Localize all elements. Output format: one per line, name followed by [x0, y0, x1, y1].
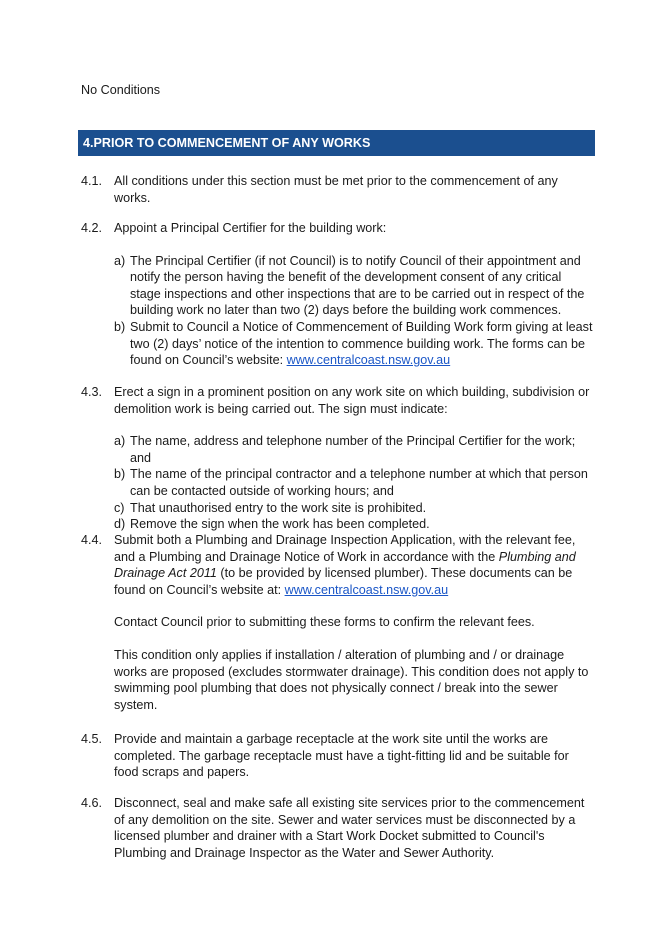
sub-item-c — [114, 500, 593, 517]
condition-note-applicability: This condition only applies if installation / alteration of plumbing and / or drainage works are proposed (excludes stormwater drainage). This condition does not apply to swimming pool plumbing that does not physically connect / break into the sewer system. — [114, 647, 589, 712]
sub-item-a — [114, 253, 593, 319]
intro-text: No Conditions — [81, 83, 161, 97]
sub-item-a — [114, 433, 593, 466]
condition-text — [114, 532, 593, 598]
sub-item-text: Submit to Council a Notice of Commencement of Building Work form giving at least two (2) days’ notice of the intention to commence building work. The forms can be found on Council’s website: — [130, 319, 593, 368]
condition-4-4 — [81, 532, 593, 713]
condition-4-2 — [81, 220, 593, 369]
condition-text-part: Submit both a Plumbing and Drainage Inspection Application, with the relevant fee, and a Plumbing and Drainage Notice of Work in accordance with the — [114, 533, 576, 564]
sub-item-text: That unauthorised entry to the work site is prohibited. — [130, 500, 427, 515]
sub-item-text: The name, address and telephone number of the Principal Certifier for the work; and — [130, 434, 576, 465]
sub-item-letter: a) — [114, 434, 126, 449]
condition-number: 4.6. — [81, 796, 103, 810]
sub-item-letter: a) — [114, 253, 126, 268]
condition-number: 4.1. — [81, 174, 103, 188]
condition-number: 4.4. — [81, 533, 103, 547]
sub-item-text: Remove the sign when the work has been completed. — [130, 517, 430, 532]
condition-text: Erect a sign in a prominent position on any work site on which building, subdivision or demolition work is being carried out. The sign must indicate: — [114, 385, 590, 416]
sub-item-text: The Principal Certifier (if not Council) is to notify Council of their appointment and notify the person having the benefit of the development consent of any critical stage inspections and other inspections that are to be carried out in respect of the building work no later than two (2) days before the building work commences. — [130, 253, 585, 318]
condition-number: 4.5. — [81, 732, 103, 746]
condition-4-3 — [81, 384, 593, 533]
sub-item-letter: b) — [114, 319, 126, 334]
condition-text-part: (to be provided by licensed plumber). These documents can be found on Council’s website at: — [114, 566, 573, 597]
section-heading — [78, 130, 595, 156]
condition-number: 4.3. — [81, 385, 103, 399]
sub-item-d — [114, 516, 593, 533]
sub-item-letter: d) — [114, 517, 126, 532]
sub-item-text: The name of the principal contractor and a telephone number at which that person can be contacted outside of working hours; and — [130, 467, 588, 498]
condition-note-fees: Contact Council prior to submitting these forms to confirm the relevant fees. — [114, 615, 535, 630]
council-website-link[interactable]: www.centralcoast.nsw.gov.au — [286, 353, 451, 368]
section-title: 4.PRIOR TO COMMENCEMENT OF ANY WORKS — [83, 136, 371, 150]
condition-text: All conditions under this section must be met prior to the commencement of any works. — [114, 174, 558, 205]
council-website-link[interactable]: www.centralcoast.nsw.gov.au — [284, 582, 449, 597]
condition-text: Appoint a Principal Certifier for the building work: — [114, 221, 387, 235]
sub-item-b — [114, 319, 593, 369]
condition-text: Provide and maintain a garbage receptacle at the work site until the works are completed. The garbage receptacle must have a tight-fitting lid and be suitable for food scraps and papers. — [114, 732, 569, 780]
sub-item-letter: b) — [114, 467, 126, 482]
condition-4-6 — [81, 795, 593, 861]
sub-item-letter: c) — [114, 500, 125, 515]
act-name: Plumbing and Drainage Act 2011 — [114, 549, 576, 581]
condition-4-1 — [81, 173, 593, 206]
condition-text: Disconnect, seal and make safe all existing site services prior to the commencement of any demolition on the site. Sewer and water services must be disconnected by a licensed plumber and drainer with a Start Work Docket submitted to Council's Plumbing and Drainage Inspector as the Water and Sewer Authority. — [114, 796, 585, 860]
condition-4-5 — [81, 731, 593, 781]
condition-number: 4.2. — [81, 221, 103, 235]
sub-item-b — [114, 466, 593, 499]
